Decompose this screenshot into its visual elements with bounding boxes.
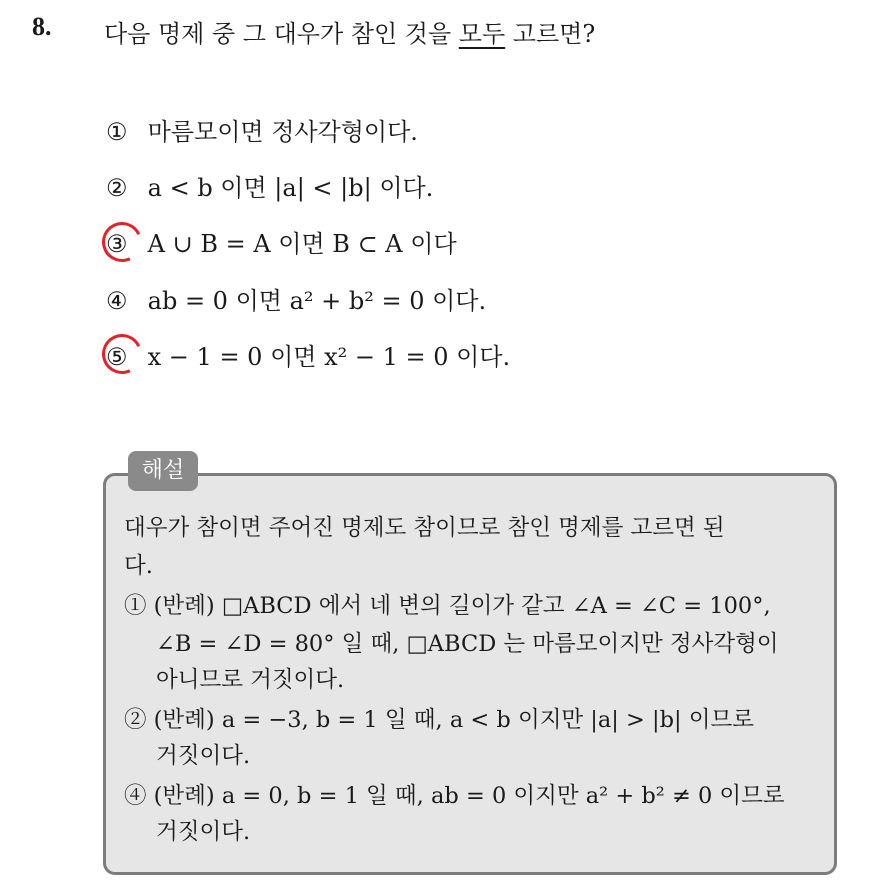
option-text: a < b 이면 |a| < |b| 이다. — [147, 174, 434, 202]
solution-line: ① (반례) □ABCD 에서 네 변의 길이가 같고 ∠A = ∠C = 100°, — [124, 593, 771, 619]
option-text: ab = 0 이면 a² + b² = 0 이다. — [147, 287, 487, 315]
solution-line: 거짓이다. — [156, 819, 251, 845]
solution-line: 거짓이다. — [156, 743, 251, 769]
option-5 — [106, 337, 510, 372]
option-4 — [106, 281, 486, 316]
question-text — [104, 14, 595, 49]
option-mark: ① — [106, 118, 128, 146]
question-text-after: 고르면? — [505, 20, 596, 48]
option-2 — [106, 168, 433, 203]
question-number: 8. — [32, 12, 52, 41]
question-text-before: 다음 명제 중 그 대우가 참인 것을 — [104, 20, 459, 48]
solution-line: ④ (반례) a = 0, b = 1 일 때, ab = 0 이지만 a² + b² ≠ 0 이므로 — [124, 783, 785, 809]
option-mark: ⑤ — [106, 343, 128, 371]
option-3 — [106, 224, 457, 259]
option-mark: ③ — [106, 230, 128, 258]
solution-line: 대우가 참이면 주어진 명제도 참이므로 참인 명제를 고르면 된 — [124, 515, 725, 541]
question-text-underlined: 모두 — [458, 20, 506, 48]
solution-line: ∠B = ∠D = 80° 일 때, □ABCD 는 마름모이지만 정사각형이 — [156, 631, 779, 657]
option-1 — [106, 112, 418, 147]
solution-line: 다. — [124, 553, 153, 579]
option-mark: ④ — [106, 287, 128, 315]
solution-line: 아니므로 거짓이다. — [156, 667, 345, 693]
solution-tag: 해설 — [128, 451, 198, 491]
option-text: A ∪ B = A 이면 B ⊂ A 이다 — [147, 230, 457, 258]
option-text: x − 1 = 0 이면 x² − 1 = 0 이다. — [147, 343, 511, 371]
option-mark: ② — [106, 174, 128, 202]
option-text: 마름모이면 정사각형이다. — [147, 118, 418, 146]
solution-line: ② (반례) a = −3, b = 1 일 때, a < b 이지만 |a| > |b| 이므로 — [124, 707, 754, 733]
